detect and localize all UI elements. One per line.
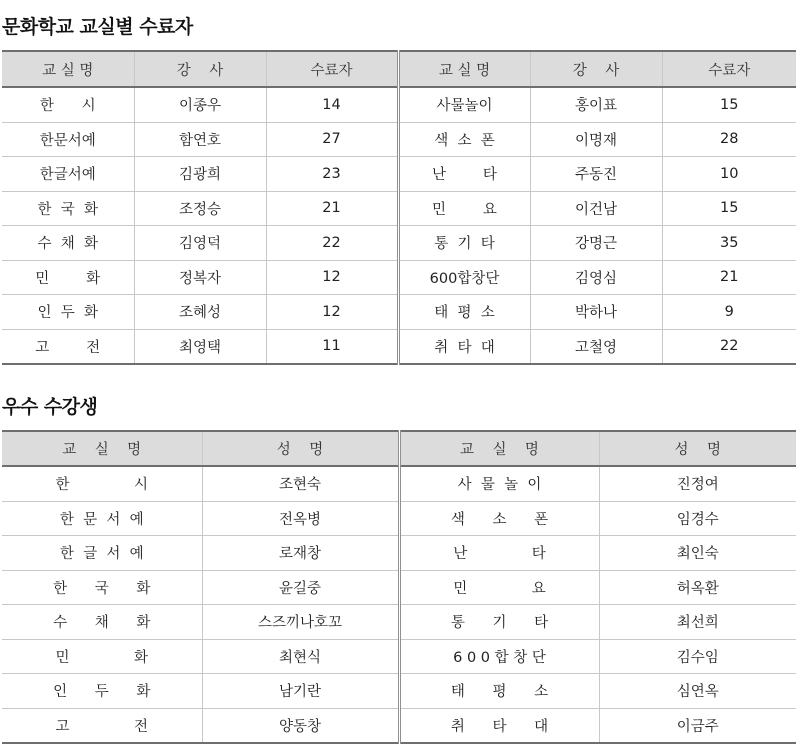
table-row — [2, 295, 796, 330]
header-name: 성 명 — [202, 431, 399, 466]
cell-student-name: 최인숙 — [599, 536, 796, 571]
header-classroom: 교 실 명 — [2, 431, 202, 466]
cell-instructor: 조혜성 — [134, 295, 266, 330]
graduates-table — [2, 50, 796, 365]
cell-instructor: 홍이표 — [530, 87, 662, 122]
section-title-graduates: 문화학교 교실별 수료자 — [2, 16, 193, 38]
cell-classroom: 인 두 화 — [2, 295, 134, 330]
cell-classroom: 고 전 — [2, 329, 134, 364]
table-row — [2, 639, 796, 674]
cell-graduates: 21 — [662, 260, 796, 295]
cell-instructor: 이건남 — [530, 191, 662, 226]
table-row — [2, 191, 796, 226]
cell-graduates: 12 — [266, 260, 398, 295]
header-graduates: 수료자 — [266, 51, 398, 87]
section-title-excellent-students: 우수 수강생 — [2, 396, 98, 418]
cell-student-name: 최현식 — [202, 639, 399, 674]
cell-classroom: 한 국 화 — [2, 570, 202, 605]
header-classroom: 교 실 명 — [2, 51, 134, 87]
cell-classroom: 수 채 화 — [2, 226, 134, 261]
cell-graduates: 9 — [662, 295, 796, 330]
cell-graduates: 22 — [266, 226, 398, 261]
cell-student-name: 전옥병 — [202, 501, 399, 536]
cell-student-name: 허옥환 — [599, 570, 796, 605]
cell-instructor: 함연호 — [134, 122, 266, 157]
cell-classroom: 태 평 소 — [399, 674, 599, 709]
cell-student-name: 로재창 — [202, 536, 399, 571]
cell-classroom: 민 요 — [398, 191, 530, 226]
cell-instructor: 박하나 — [530, 295, 662, 330]
cell-graduates: 22 — [662, 329, 796, 364]
cell-student-name: 스즈끼나호꼬 — [202, 605, 399, 640]
header-classroom: 교 실 명 — [399, 431, 599, 466]
cell-graduates: 21 — [266, 191, 398, 226]
cell-graduates: 15 — [662, 191, 796, 226]
cell-graduates: 23 — [266, 157, 398, 192]
cell-classroom: 한 시 — [2, 466, 202, 501]
cell-instructor: 이종우 — [134, 87, 266, 122]
table-row — [2, 674, 796, 709]
header-graduates: 수료자 — [662, 51, 796, 87]
cell-classroom: 한문서예 — [2, 122, 134, 157]
cell-student-name: 윤길중 — [202, 570, 399, 605]
cell-classroom: 민 화 — [2, 260, 134, 295]
table-row — [2, 226, 796, 261]
header-classroom: 교 실 명 — [398, 51, 530, 87]
cell-classroom: 사물놀이 — [398, 87, 530, 122]
cell-student-name: 심연옥 — [599, 674, 796, 709]
cell-instructor: 강명근 — [530, 226, 662, 261]
cell-classroom: 난 타 — [399, 536, 599, 571]
cell-student-name: 김수임 — [599, 639, 796, 674]
cell-instructor: 조정승 — [134, 191, 266, 226]
cell-student-name: 진정여 — [599, 466, 796, 501]
cell-classroom: 취 타 대 — [398, 329, 530, 364]
table-header-row — [2, 431, 796, 466]
cell-graduates: 11 — [266, 329, 398, 364]
cell-classroom: 색 소 폰 — [399, 501, 599, 536]
cell-classroom: 민 화 — [2, 639, 202, 674]
cell-classroom: 6 0 0 합 창 단 — [399, 639, 599, 674]
cell-student-name: 이금주 — [599, 708, 796, 743]
cell-classroom: 한 국 화 — [2, 191, 134, 226]
cell-classroom: 한 문 서 예 — [2, 501, 202, 536]
cell-instructor: 정복자 — [134, 260, 266, 295]
table-row — [2, 501, 796, 536]
cell-classroom: 색 소 폰 — [398, 122, 530, 157]
cell-classroom: 한 시 — [2, 87, 134, 122]
header-name: 성 명 — [599, 431, 796, 466]
cell-classroom: 고 전 — [2, 708, 202, 743]
cell-classroom: 한글서예 — [2, 157, 134, 192]
cell-student-name: 임경수 — [599, 501, 796, 536]
header-instructor: 강 사 — [530, 51, 662, 87]
cell-classroom: 통 기 타 — [399, 605, 599, 640]
table-row — [2, 157, 796, 192]
cell-graduates: 35 — [662, 226, 796, 261]
cell-student-name: 양동창 — [202, 708, 399, 743]
cell-instructor: 김광희 — [134, 157, 266, 192]
table-row — [2, 329, 796, 364]
cell-classroom: 사 물 놀 이 — [399, 466, 599, 501]
cell-graduates: 28 — [662, 122, 796, 157]
cell-classroom: 인 두 화 — [2, 674, 202, 709]
table-row — [2, 536, 796, 571]
cell-classroom: 600합창단 — [398, 260, 530, 295]
cell-instructor: 이명재 — [530, 122, 662, 157]
excellent-students-table — [2, 430, 796, 744]
cell-graduates: 27 — [266, 122, 398, 157]
table-row — [2, 87, 796, 122]
table-row — [2, 605, 796, 640]
cell-classroom: 태 평 소 — [398, 295, 530, 330]
cell-instructor: 김영덕 — [134, 226, 266, 261]
cell-graduates: 12 — [266, 295, 398, 330]
cell-instructor: 최영택 — [134, 329, 266, 364]
cell-student-name: 최선희 — [599, 605, 796, 640]
cell-classroom: 난 타 — [398, 157, 530, 192]
cell-classroom: 민 요 — [399, 570, 599, 605]
cell-classroom: 한 글 서 예 — [2, 536, 202, 571]
cell-instructor: 김영심 — [530, 260, 662, 295]
header-instructor: 강 사 — [134, 51, 266, 87]
cell-classroom: 통 기 타 — [398, 226, 530, 261]
cell-graduates: 14 — [266, 87, 398, 122]
cell-graduates: 10 — [662, 157, 796, 192]
table-row — [2, 708, 796, 743]
table-row — [2, 466, 796, 501]
table-header-row — [2, 51, 796, 87]
table-row — [2, 122, 796, 157]
table-row — [2, 260, 796, 295]
cell-graduates: 15 — [662, 87, 796, 122]
cell-student-name: 조현숙 — [202, 466, 399, 501]
cell-instructor: 주동진 — [530, 157, 662, 192]
cell-classroom: 수 채 화 — [2, 605, 202, 640]
table-row — [2, 570, 796, 605]
cell-classroom: 취 타 대 — [399, 708, 599, 743]
cell-student-name: 남기란 — [202, 674, 399, 709]
cell-instructor: 고철영 — [530, 329, 662, 364]
